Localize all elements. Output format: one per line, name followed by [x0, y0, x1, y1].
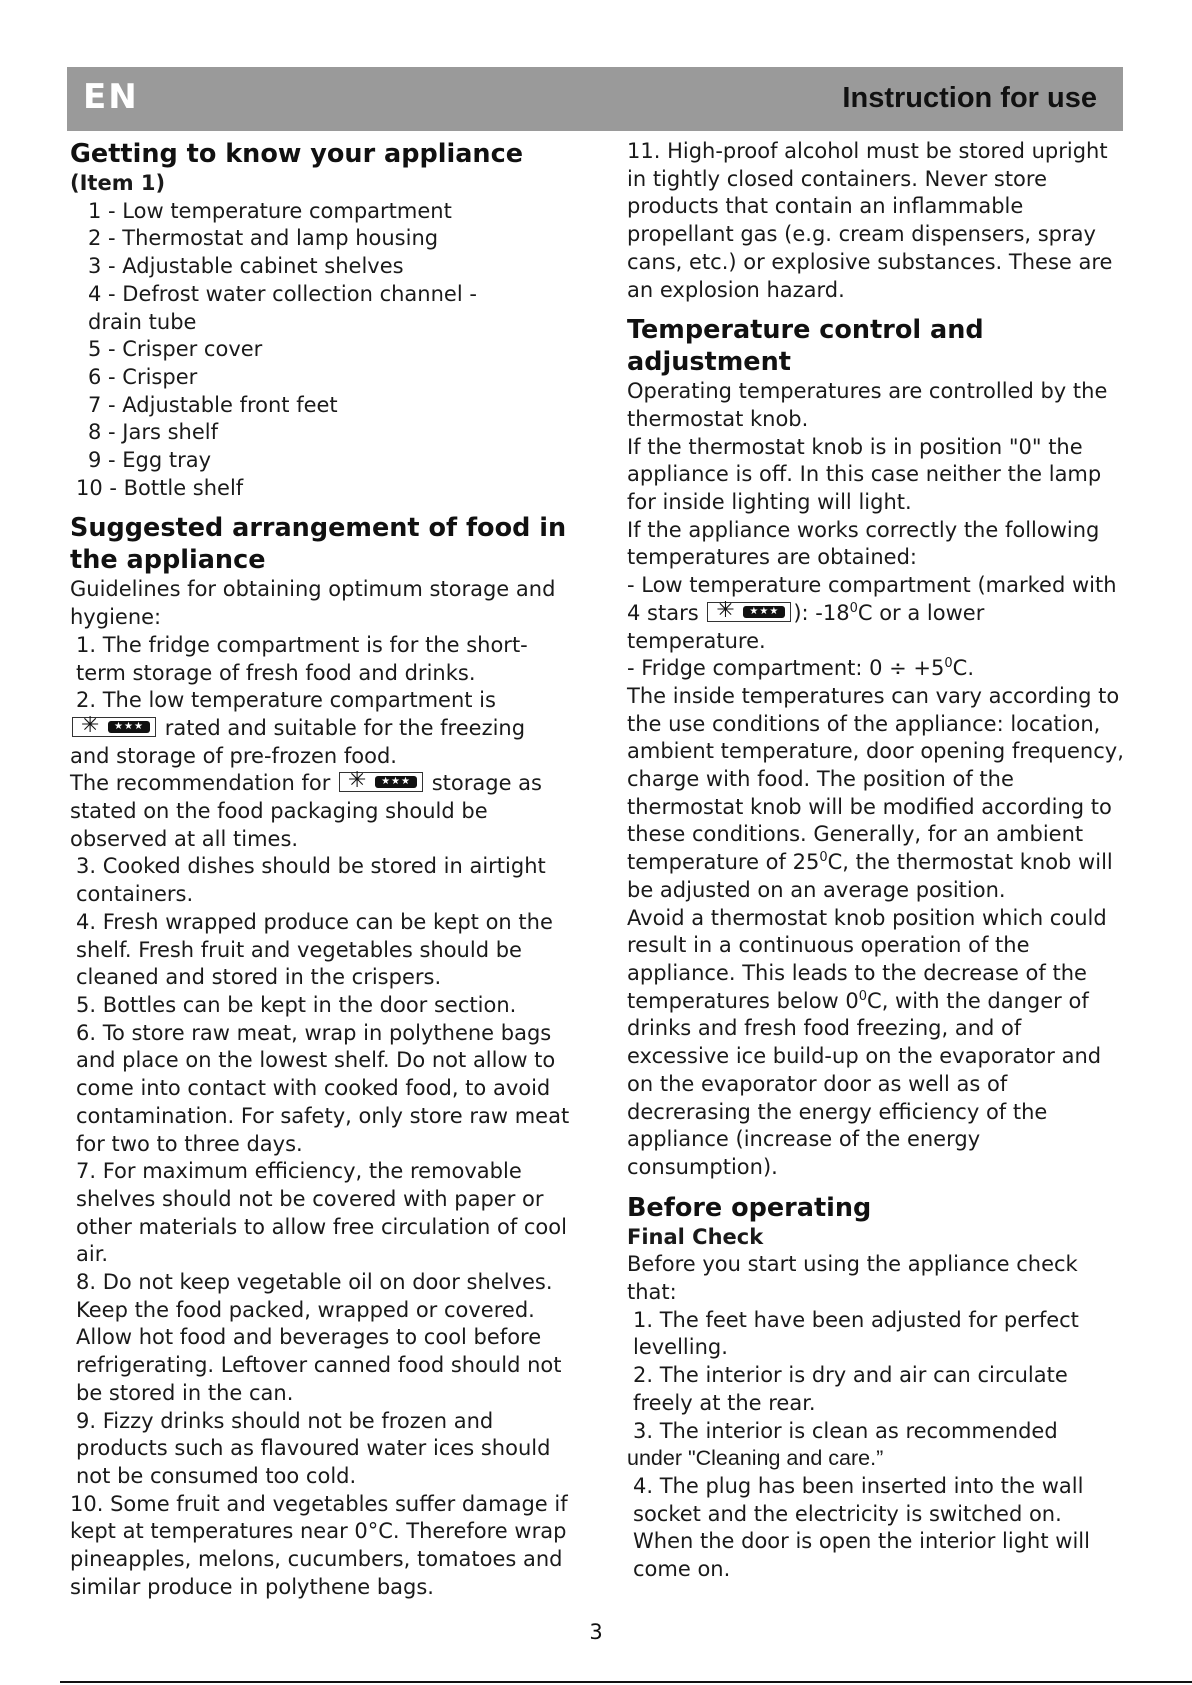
page-number: 3 — [589, 1620, 603, 1644]
right-column — [627, 138, 1127, 1584]
temperature-paragraph-1: Operating temperatures are controlled by the thermostat knob. — [627, 379, 1108, 431]
temperature-paragraph-6: The inside temperatures can vary according to the use conditions of the appliance: location, ambient temperature, door opening frequency, charge with food. The position of the thermostat knob will be modified according to these conditions. Generally, for an ambient temperature of $25^0C$, the thermostat knob will be adjusted on an average position. — [627, 683, 1124, 902]
list-item: 6 - Crisper — [88, 364, 198, 389]
left-column — [70, 138, 570, 1601]
temperature-paragraph-2: If the thermostat knob is in position "0" the appliance is off. In this case neither the lamp for inside lighting will light. — [627, 434, 1102, 515]
guideline-6: 6. To store raw meat, wrap in polythene bags and place on the lowest shelf. Do not allow to come into contact with cooked food, to avoid contamination. For safety, only store raw meat for two to three days. — [76, 1020, 570, 1156]
final-check-4: 4. The plug has been inserted into the wall socket and the electricity is switched on. When the door is open the interior light will come on. — [633, 1473, 1090, 1582]
final-check-3-cont: under "Cleaning and care.” — [627, 1446, 884, 1471]
temperature-fridge-compartment: - Fridge compartment: $0 \div +5^0C$. — [627, 656, 975, 681]
guideline-11: 11. High-proof alcohol must be stored upright in tightly closed containers. Never store products that contain an inflammable propellant gas (e.g. cream dispensers, spray cans, etc.) or explosive substances. These are an explosion hazard. — [627, 139, 1113, 302]
final-check-subheading: Final Check — [627, 1224, 764, 1249]
section-heading-temperature-control: Temperature control and adjustment — [627, 315, 984, 378]
four-star-freezer-icon: ✳ ★★★ — [707, 602, 791, 622]
header-title: Instruction for use — [842, 82, 1097, 114]
temperature-paragraph-7: Avoid a thermostat knob position which could result in a continuous operation of the appliance. This leads to the decrease of the temperatures below $0^0C$, with the danger of drinks and fresh food freezing, and of excessive ice build-up on the evaporator and on the evaporator door as well as of decrerasing the energy efficiency of the appliance (increase of the energy consumption). — [627, 905, 1107, 1179]
list-item: 7 - Adjustable front feet — [88, 392, 338, 417]
guideline-4: 4. Fresh wrapped produce can be kept on the shelf. Fresh fruit and vegetables should be cleaned and stored in the crispers. — [76, 909, 553, 990]
final-check-3: 3. The interior is clean as recommended — [633, 1418, 1058, 1443]
parts-list — [70, 198, 570, 503]
four-star-freezer-icon: ✳ ★★★ — [339, 772, 423, 792]
guideline-7: 7. For maximum efficiency, the removable shelves should not be covered with paper or other materials to allow free circulation of cool air. — [76, 1159, 567, 1267]
list-item: 1 - Low temperature compartment — [88, 198, 452, 223]
item-reference: (Item 1) — [70, 171, 166, 195]
list-item: 10 - Bottle shelf — [76, 475, 244, 500]
guideline-5: 5. Bottles can be kept in the door section. — [76, 992, 517, 1017]
guideline-10: 10. Some fruit and vegetables suffer damage if kept at temperatures near 0°C. Therefore wrap pineapples, melons, cucumbers, tomatoes and similar produce in polythene bags. — [70, 1491, 568, 1599]
section-heading-suggested-arrangement: Suggested arrangement of food in the appliance — [70, 513, 567, 576]
guideline-2-recommendation: The recommendation for ✳ ★★★ storage as stated on the food packaging should be observed at all times. — [70, 768, 542, 851]
list-item: drain tube — [88, 309, 197, 334]
guideline-8: 8. Do not keep vegetable oil on door shelves. Keep the food packed, wrapped or covered. Allow hot food and beverages to cool before refrigerating. Leftover canned food should not be stored in the can. — [76, 1270, 562, 1405]
guideline-3: 3. Cooked dishes should be stored in airtight containers. — [76, 854, 546, 907]
list-item: 9 - Egg tray — [88, 448, 212, 473]
guideline-2: 2. The low temperature compartment is — [76, 688, 496, 713]
guideline-9: 9. Fizzy drinks should not be frozen and products such as flavoured water ices should not be consumed too cold. — [76, 1408, 551, 1488]
page-header — [67, 67, 1123, 131]
section-heading-getting-to-know: Getting to know your appliance — [70, 139, 523, 169]
guideline-2-cont: ✳ ★★★ rated and suitable for the freezing and storage of pre-frozen food. — [70, 712, 526, 768]
list-item: 4 - Defrost water collection channel - — [88, 281, 477, 306]
four-star-freezer-icon: ✳ ★★★ — [72, 717, 156, 737]
list-item: 5 - Crisper cover — [88, 337, 263, 362]
temperature-low-compartment: - Low temperature compartment (marked with 4 stars ✳ ★★★ ): $-18^0C$ or a lower temperature. — [627, 573, 1117, 653]
guidelines-intro: Guidelines for obtaining optimum storage and hygiene: — [70, 577, 556, 630]
list-item: 2 - Thermostat and lamp housing — [88, 226, 439, 251]
final-check-2: 2. The interior is dry and air can circulate freely at the rear. — [633, 1363, 1068, 1415]
final-check-intro: Before you start using the appliance check that: — [627, 1252, 1078, 1305]
list-item: 8 - Jars shelf — [88, 420, 218, 445]
temperature-paragraph-3: If the appliance works correctly the following temperatures are obtained: — [627, 517, 1100, 570]
list-item: 3 - Adjustable cabinet shelves — [88, 254, 404, 279]
guideline-1: 1. The fridge compartment is for the short-term storage of fresh food and drinks. — [76, 632, 528, 685]
section-heading-before-operating: Before operating — [627, 1192, 872, 1223]
language-code: EN — [83, 77, 139, 117]
final-check-1: 1. The feet have been adjusted for perfect levelling. — [633, 1307, 1079, 1360]
bottom-rule — [60, 1681, 1192, 1683]
